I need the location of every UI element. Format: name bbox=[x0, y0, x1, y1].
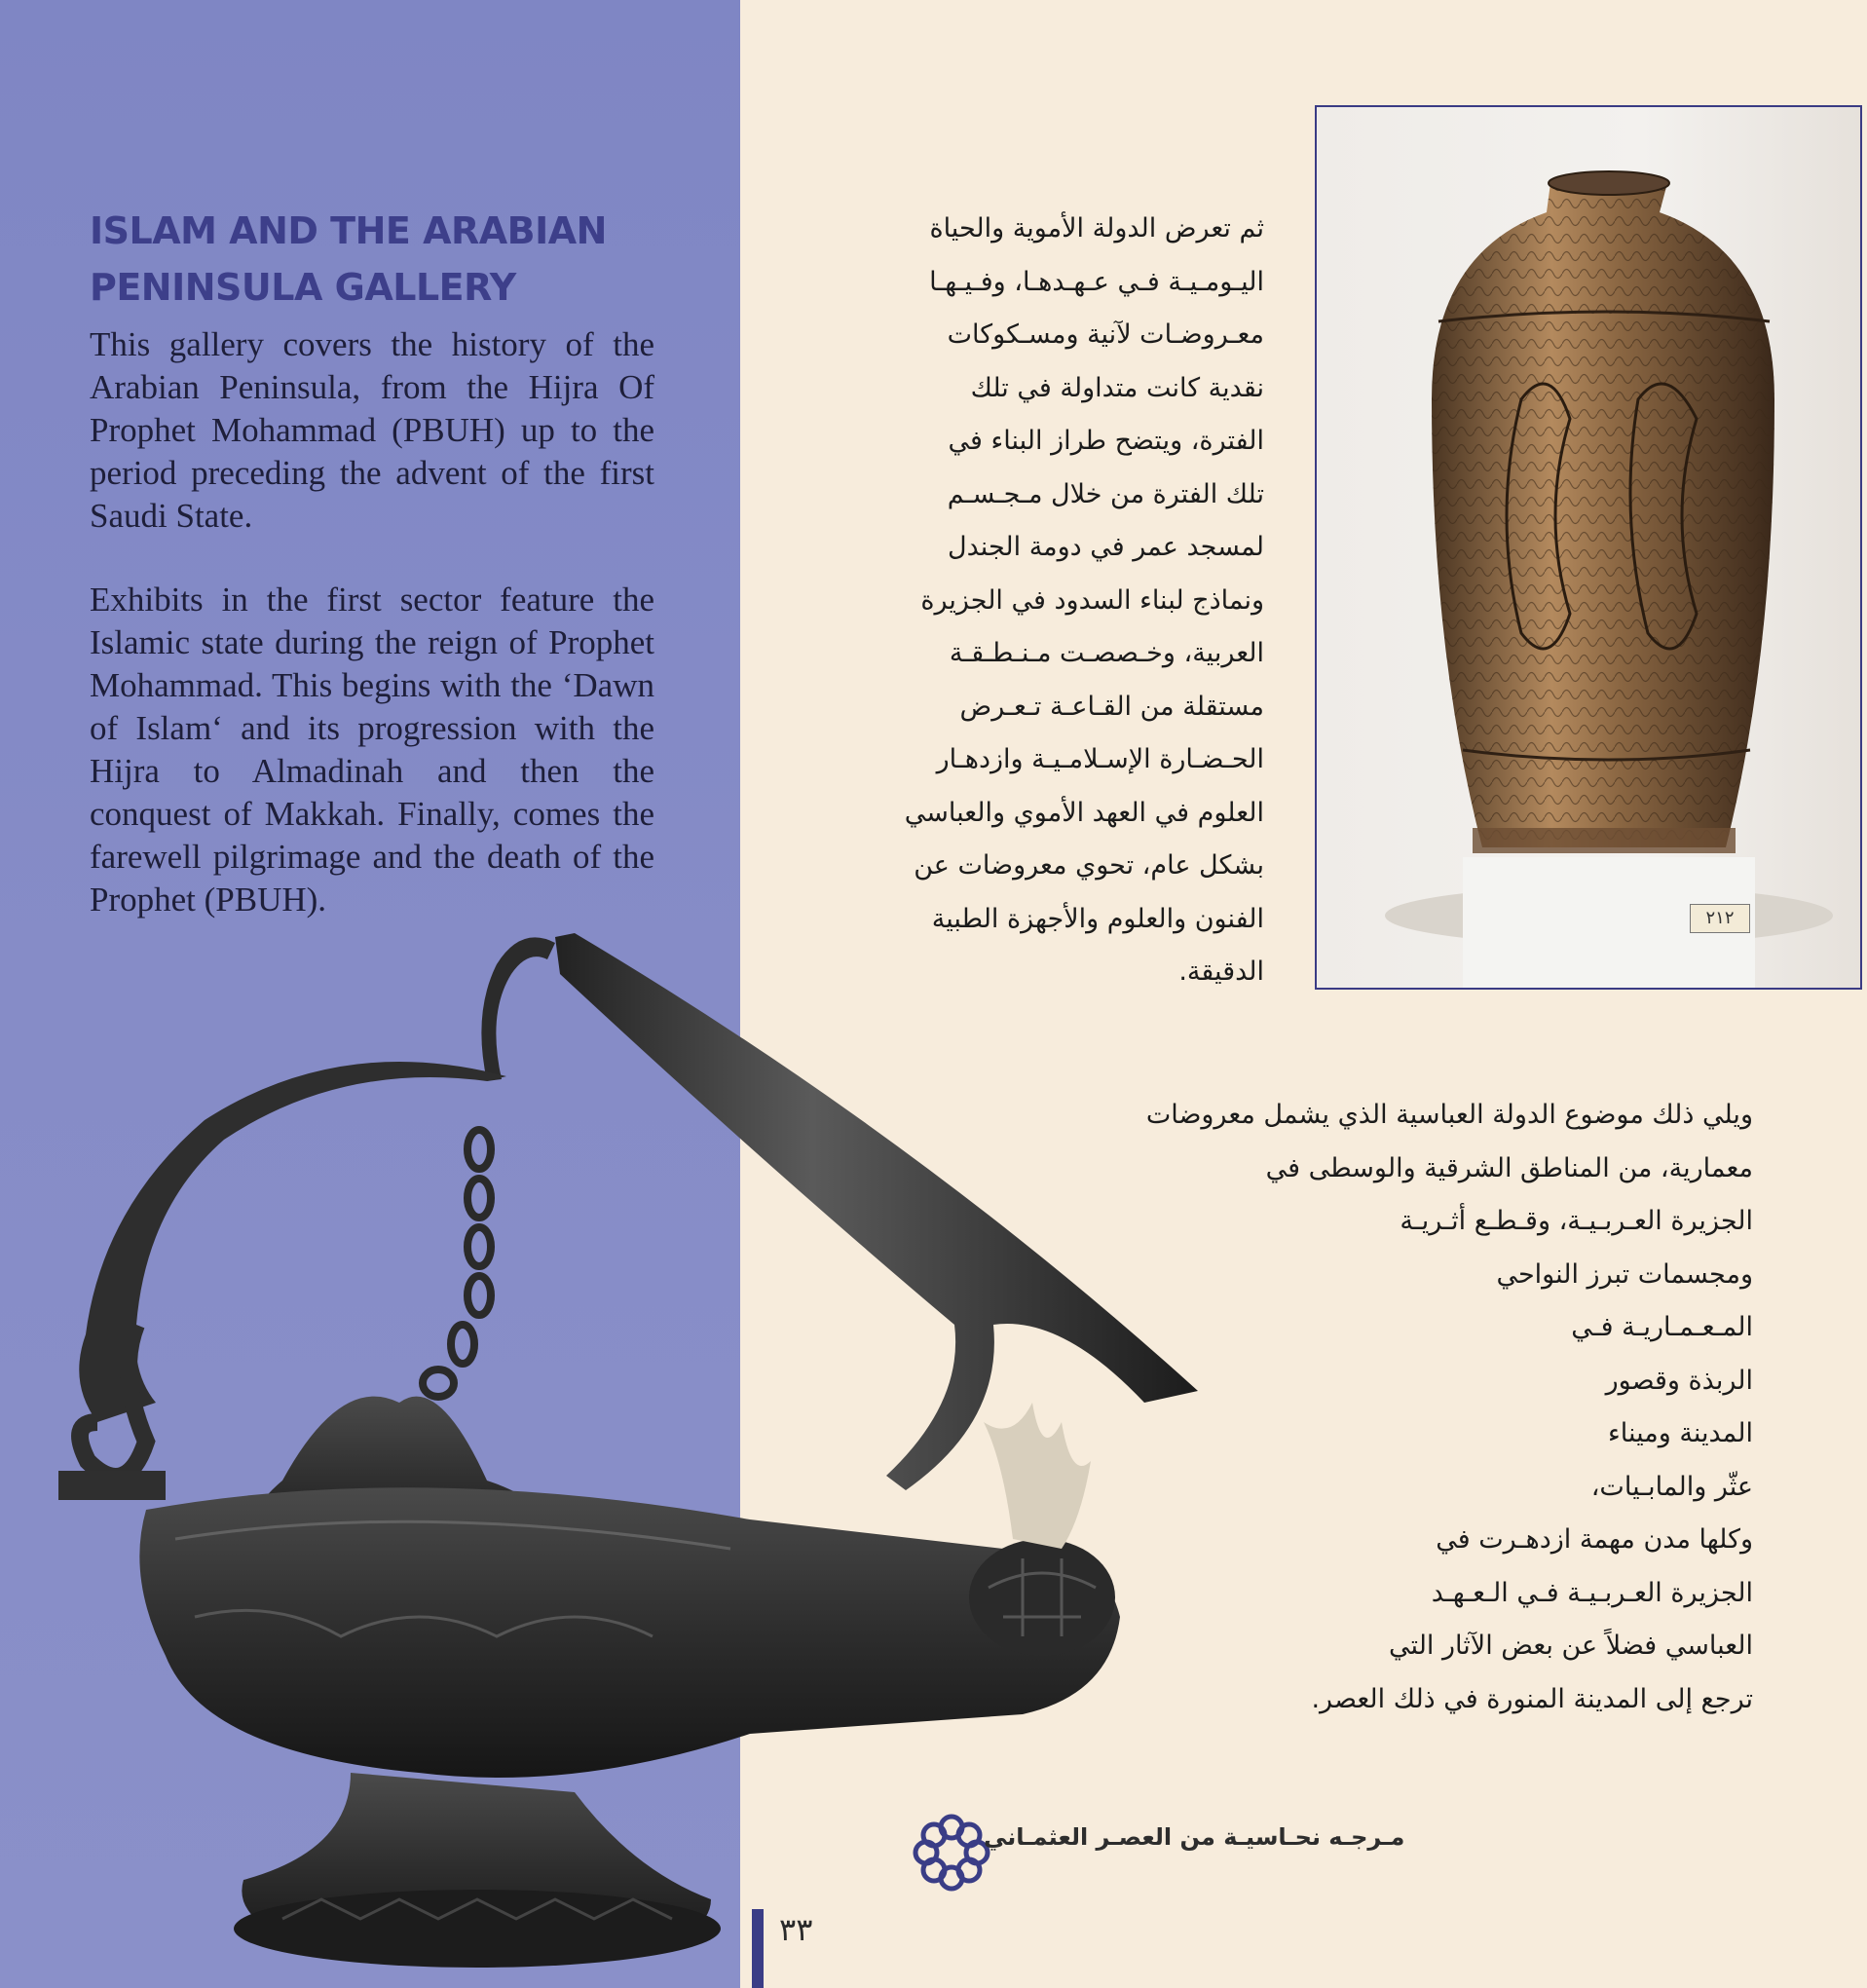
arabic-line: المـعـمـاريـة فـي bbox=[1571, 1312, 1753, 1342]
vase-catalog-label: ٢١٢ bbox=[1690, 904, 1750, 933]
arabic-line: الربذة وقصور bbox=[1605, 1365, 1753, 1396]
arabic-line: العلوم في العهد الأموي والعباسي bbox=[904, 797, 1264, 828]
arabic-line: الفترة، ويتضح طراز البناء في bbox=[948, 426, 1264, 456]
arabic-line: الجزيرة العـربـيـة فـي الـعـهـد bbox=[1431, 1577, 1753, 1608]
page-number: ٣٣ bbox=[779, 1911, 813, 1948]
arabic-line: ثم تعرض الدولة الأموية والحياة bbox=[929, 213, 1264, 244]
arabic-line: نقدية كانت متداولة في تلك bbox=[970, 372, 1264, 403]
arabic-line: العربية، وخـصصـت مـنـطـقـة bbox=[949, 638, 1264, 668]
arabic-line: معـروضـات لآنية ومسـكوكات bbox=[947, 319, 1264, 350]
arabic-abbasid-column bbox=[1023, 1089, 1753, 1726]
arabic-line: عثّر والمابـيات، bbox=[1590, 1471, 1753, 1502]
arabic-line: ومجسمات تبرز النواحي bbox=[1496, 1258, 1753, 1290]
arabic-line: الدقيقة. bbox=[1178, 956, 1264, 987]
arabic-line: ترجع إلى المدينة المنورة في ذلك العصر. bbox=[1311, 1683, 1753, 1714]
gallery-intro-paragraph: This gallery covers the history of the Arabian Peninsula, from the Hijra Of Prophet Mohammad (PBUH) up to the period preceding the advent of the first Saudi State. bbox=[90, 325, 654, 535]
arabic-line: الحـضـارة الإسـلامـيـة وازدهـار bbox=[936, 744, 1264, 774]
arabic-line: المدينة وميناء bbox=[1608, 1418, 1753, 1448]
arabic-line: العباسي فضلاً عن بعض الآثار التي bbox=[1389, 1631, 1753, 1661]
rosette-emblem-icon bbox=[911, 1812, 992, 1894]
arabic-line: مستقلة من القـاعـة تـعـرض bbox=[959, 691, 1264, 722]
arabic-umayyad-column bbox=[855, 203, 1264, 999]
arabic-line: ويلي ذلك موضوع الدولة العباسية الذي يشمل معروضات bbox=[1145, 1100, 1753, 1130]
vase-photo bbox=[1315, 105, 1862, 990]
arabic-line: ونماذج لبناء السدود في الجزيرة bbox=[920, 584, 1264, 616]
arabic-line: الجزيرة العـربـيـة، وقـطـع أثـريـة bbox=[1400, 1206, 1753, 1236]
arabic-line: تلك الفترة من خلال مـجـسـم bbox=[947, 478, 1264, 509]
arabic-line: بشكل عام، تحوي معروضات عن bbox=[914, 850, 1264, 881]
page-number-bar bbox=[752, 1909, 764, 1988]
vase-illustration bbox=[1317, 107, 1860, 988]
gallery-title: ISLAM AND THE ARABIAN PENINSULA GALLERY bbox=[90, 209, 607, 309]
arabic-line: لمسجد عمر في دومة الجندل bbox=[948, 532, 1264, 562]
gallery-exhibits-paragraph: Exhibits in the first sector feature the Islamic state during the reign of Prophet Mohammad. This begins with the ‘Dawn of Islam‘ and its progression with the Hijra to Almadinah and then the conquest of Makkah. Finally, comes the farewell pilgrimage and the death of the Prophet (PBUH). bbox=[90, 581, 654, 919]
arabic-line: الفنون والعلوم والأجهزة الطبية bbox=[931, 903, 1264, 934]
arabic-line: معمارية، من المناطق الشرقية والوسطى في bbox=[1265, 1152, 1753, 1183]
arabic-line: اليـومـيـة فـي عـهـدهـا، وفـيـهـا bbox=[929, 266, 1264, 297]
arabic-line: وكلها مدن مهمة ازدهـرت في bbox=[1436, 1524, 1753, 1555]
footer-caption: مـرجـه نحـاسيـة من العصـر العثمـاني bbox=[984, 1823, 1405, 1851]
